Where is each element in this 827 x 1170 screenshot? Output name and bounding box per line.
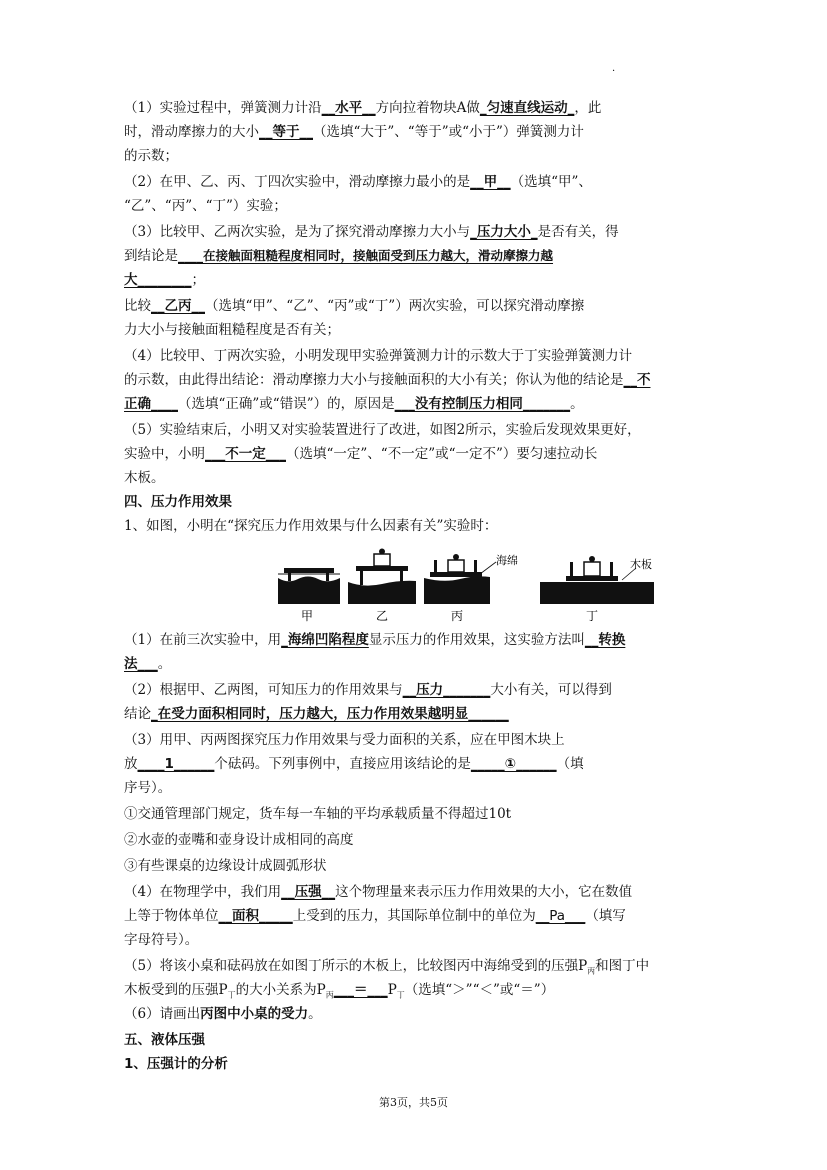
text: 结论	[124, 706, 151, 722]
q1-line10: 字母符号）。	[124, 932, 199, 948]
p1-line3: 的示数；	[124, 148, 178, 164]
p3-line5: 力大小与接触面粗糙程度是否有关；	[124, 322, 340, 338]
p4-line3	[124, 392, 708, 416]
answer-blank: __转换	[584, 632, 626, 648]
text: 的大小关系为P	[235, 982, 326, 998]
option-1: ①交通管理部门规定，货车每一车轴的平均承载质量不得超过10t	[124, 806, 512, 822]
subscript: 丁	[227, 990, 236, 1000]
page-footer: 第3页，共5页	[379, 1096, 448, 1109]
answer-blank: __水平__	[321, 100, 376, 116]
text: 时，滑动摩擦力的大小	[124, 124, 259, 140]
p1-line1	[124, 96, 708, 120]
p3-line1	[124, 220, 708, 244]
weight-bing	[448, 560, 464, 572]
text: （2）在甲、乙、丙、丁四次实验中，滑动摩擦力最小的是	[124, 174, 471, 190]
figure-yi	[348, 549, 416, 605]
weight-ding	[584, 562, 600, 576]
p5-line2	[124, 442, 708, 466]
subscript: 丁	[396, 990, 405, 1000]
label-bing: 丙	[450, 609, 464, 623]
q1-line12	[124, 978, 708, 1002]
table-top-jia	[284, 568, 334, 573]
text: 。	[570, 396, 584, 412]
bold-text: 丙图中小桌的受力	[200, 1006, 309, 1022]
answer-blank: __面积_____	[218, 908, 293, 924]
figure-bing	[424, 553, 518, 604]
option-2: ②水壶的壶嘴和壶身设计成相同的高度	[124, 832, 354, 848]
weight-yi	[374, 554, 390, 566]
text: 实验中，小明	[124, 446, 205, 462]
answer-blank: _海绵凹陷程度	[281, 632, 369, 648]
label-sponge: 海绵	[496, 554, 518, 567]
q1-line1	[124, 628, 708, 652]
answer-blank: __Pa___	[535, 908, 586, 924]
answer-blank: _____①______	[470, 756, 557, 772]
q1-line7: 序号）。	[124, 780, 172, 796]
text: 和图丁中	[595, 958, 650, 974]
text: （选填“甲”、	[510, 174, 592, 190]
text: 方向拉着物块A做	[375, 100, 480, 116]
q1-line9	[124, 904, 708, 928]
answer-blank: ___不一定___	[205, 446, 286, 462]
p2-line2: “乙”、“丙”、“丁”）实验；	[124, 198, 287, 214]
pressure-experiment-figure	[274, 548, 664, 628]
answer-blank: __压力_______	[402, 682, 491, 698]
text: （5）将该小桌和砝码放在如图丁所示的木板上，比较图丙中海绵受到的压强P	[124, 958, 588, 974]
text: 显示压力的作用效果，这实验方法叫	[368, 632, 585, 648]
label-ding: 丁	[585, 609, 599, 623]
text: （选填“大于”、“等于”或“小于”）弹簧测力计	[313, 124, 584, 140]
answer-blank: ___＝___	[333, 982, 388, 998]
answer-blank: __不	[623, 372, 651, 388]
text: （选填“一定”、“不一定”或“一定不”）要匀速拉动长	[286, 446, 598, 462]
q1-intro: 1、如图，小明在“探究压力作用效果与什么因素有关”实验时：	[124, 518, 498, 534]
answer-blank: ____1______	[137, 756, 215, 772]
board-ding	[540, 582, 654, 604]
answer-blank: __压强__	[281, 884, 336, 900]
q1-line13	[124, 1002, 708, 1026]
answer-blank: ____在接触面粗糙程度相同时，接触面受到压力越大，滑动摩擦力越	[178, 248, 554, 263]
text: （选填“＞”“＜”或“＝”）	[404, 982, 555, 998]
text: （3）比较甲、乙两次实验，是为了探究滑动摩擦力大小与	[124, 224, 471, 240]
section-heading-4: 四、压力作用效果	[124, 494, 232, 510]
label-board: 木板	[630, 558, 652, 571]
text: （4）在物理学中，我们用	[124, 884, 282, 900]
p3-line4	[124, 294, 708, 318]
text: 木板受到的压强P	[124, 982, 228, 998]
text: 上等于物体单位	[124, 908, 219, 924]
option-3: ③有些课桌的边缘设计成圆弧形状	[124, 858, 327, 874]
text: ；	[191, 272, 205, 288]
text: 放	[124, 756, 138, 772]
q1-line4	[124, 702, 708, 726]
figure-jia	[278, 568, 340, 604]
q1-line6	[124, 752, 708, 776]
text: （1）实验过程中，弹簧测力计沿	[124, 100, 322, 116]
text: P	[387, 982, 397, 998]
subscript: 丙	[587, 966, 596, 976]
label-yi: 乙	[375, 609, 389, 623]
p2-line1	[124, 170, 708, 194]
answer-blank: 正确____	[124, 396, 178, 412]
text: 这个物理量来表示压力作用效果的大小，它在数值	[335, 884, 633, 900]
answer-blank: __等于__	[259, 124, 313, 140]
answer-blank: __甲__	[470, 174, 511, 190]
q1-line2	[124, 652, 708, 676]
answer-blank: 法___	[124, 656, 158, 672]
subscript: 丙	[325, 990, 334, 1000]
answer-blank: ___没有控制压力相同_______	[394, 396, 571, 412]
answer-blank: _压力大小_	[470, 224, 538, 240]
section-heading-5: 五、液体压强	[124, 1032, 205, 1048]
text: 的示数，由此得出结论：滑动摩擦力大小与接触面积的大小有关；你认为他的结论是	[124, 372, 624, 388]
text: （选填“正确”或“错误”）的，原因是	[178, 396, 395, 412]
text: 。	[308, 1006, 322, 1022]
text: （选填“甲”、“乙”、“丙”或“丁”）两次实验，可以探究滑动摩擦	[205, 298, 585, 314]
q1-line5: （3）用甲、丙两图探究压力作用效果与受力面积的关系，应在甲图木块上	[124, 732, 565, 748]
p4-line1: （4）比较甲、丁两次实验，小明发现甲实验弹簧测力计的示数大于丁实验弹簧测力计	[124, 348, 633, 364]
text: （填	[556, 756, 584, 772]
label-jia: 甲	[300, 609, 314, 623]
top-mark: ·	[612, 66, 616, 77]
p3-line2	[124, 244, 708, 268]
answer-blank: _在受力面积相同时，压力越大，压力作用效果越明显______	[151, 706, 509, 722]
text: 大小有关，可以得到	[490, 682, 612, 698]
p1-line2	[124, 120, 708, 144]
text: 到结论是	[124, 248, 178, 264]
q1-line8	[124, 880, 708, 904]
text: （6）请画出	[124, 1006, 201, 1022]
text: （填写	[585, 908, 626, 924]
answer-blank: 大________	[124, 272, 192, 288]
text: 上受到的压力，其国际单位制中的单位为	[292, 908, 536, 924]
q1-line3	[124, 678, 708, 702]
q1-line11	[124, 954, 708, 978]
p4-line2	[124, 368, 708, 392]
p5-line3: 木板。	[124, 470, 165, 486]
text: 比较	[124, 298, 151, 314]
p3-line3	[124, 268, 708, 292]
answer-blank: __乙丙__	[151, 298, 205, 314]
text: 个砝码。下列事例中，直接应用该结论的是	[214, 756, 471, 772]
text: ，此	[574, 100, 602, 116]
figure-ding	[540, 556, 654, 604]
text: 是否有关，得	[537, 224, 619, 240]
subheading-manometer: 1、压强计的分析	[124, 1056, 228, 1072]
p5-line1: （5）实验结束后，小明又对实验装置进行了改进，如图2所示，实验后发现效果更好，	[124, 422, 641, 438]
text: （2）根据甲、乙两图，可知压力的作用效果与	[124, 682, 403, 698]
text: 。	[157, 656, 172, 672]
text: （1）在前三次实验中，用	[124, 632, 282, 648]
answer-blank: _匀速直线运动_	[479, 100, 575, 116]
